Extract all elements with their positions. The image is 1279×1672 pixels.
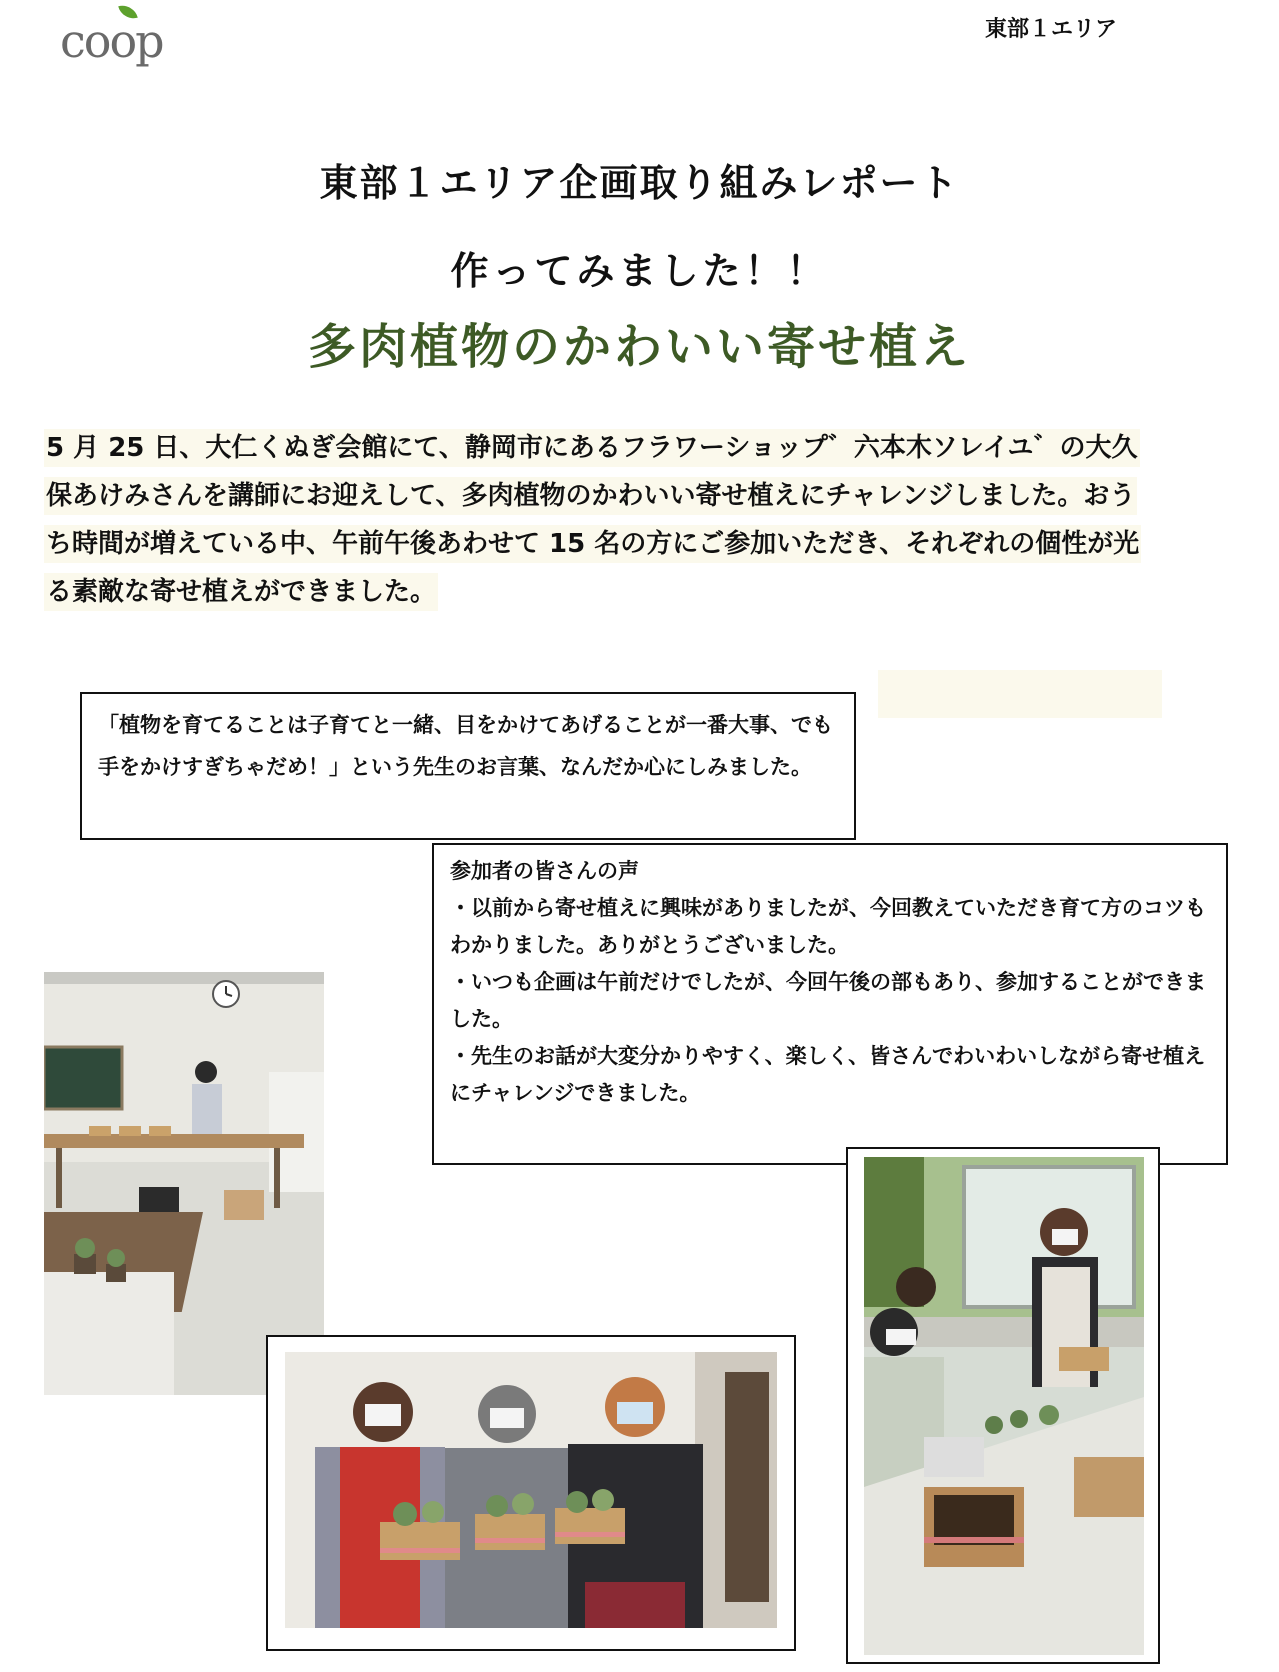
logo-text: coop xyxy=(60,14,163,68)
participant-voices-box xyxy=(432,843,1228,1165)
participants-photo xyxy=(285,1352,777,1628)
quote-text: 「植物を育てることは子育てと一緒、目をかけてあげることが一番大事、でも手をかけすぎちゃだめ！」という先生のお言葉、なんだか心にしみました。 xyxy=(98,713,833,779)
intro-text: 5 月 25 日、大仁くぬぎ会館にて、静岡市にあるフラワーショップ゛六本木ソレイユ゛の大久保あけみさんを講師にお迎えして、多肉植物のかわいい寄せ植えにチャレンジしました。おうち時間が増えている中、午前午後あわせて 15 名の方にご参加いただき、それぞれの個性が光る素敵な寄せ植えができました。 xyxy=(44,429,1141,611)
classroom-photo xyxy=(44,972,324,1395)
voice-item: ・先生のお話が大変分かりやすく、楽しく、皆さんでわいわいしながら寄せ植えにチャレンジできました。 xyxy=(450,1044,1206,1105)
report-headline: 多肉植物のかわいい寄せ植え xyxy=(307,319,971,375)
workshop-photo xyxy=(864,1157,1144,1655)
report-subtitle: 作ってみました！！ xyxy=(450,249,829,293)
intro-paragraph xyxy=(44,424,1154,616)
area-label: 東部１エリア xyxy=(985,17,1118,42)
report-title: 東部１エリア企画取り組みレポート xyxy=(319,161,960,205)
voice-item: ・いつも企画は午前だけでしたが、今回午後の部もあり、参加することができました。 xyxy=(450,970,1206,1031)
voice-item: ・以前から寄せ植えに興味がありましたが、今回教えていただき育て方のコツもわかりました。ありがとうございました。 xyxy=(450,896,1206,957)
highlight-block xyxy=(878,670,1162,718)
quote-box xyxy=(80,692,856,840)
coop-logo xyxy=(60,4,180,74)
voices-heading: 参加者の皆さんの声 xyxy=(450,859,639,883)
